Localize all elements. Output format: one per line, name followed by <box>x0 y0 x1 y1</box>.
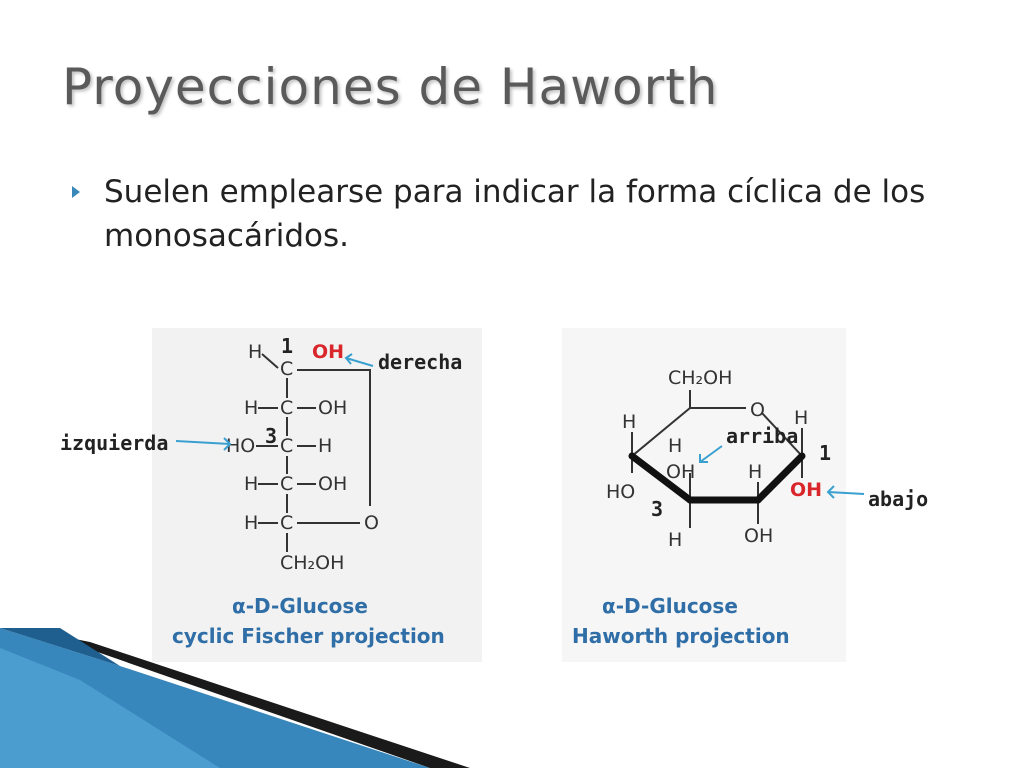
fischer-row1-right: OH <box>318 397 348 419</box>
fischer-caption-line2: cyclic Fischer projection <box>172 624 445 648</box>
haworth-caption-line1: α-D-Glucose <box>602 594 738 618</box>
fischer-c1: C <box>280 358 294 380</box>
fischer-figure <box>152 328 482 662</box>
fischer-caption-line1: α-D-Glucose <box>232 594 368 618</box>
haworth-h-c1: H <box>794 407 809 429</box>
fischer-diagram <box>152 328 482 662</box>
fischer-c3: C <box>280 435 294 457</box>
triangle-bullet-icon <box>72 186 80 198</box>
haworth-diagram <box>562 328 846 662</box>
decorative-swoosh <box>0 628 1024 768</box>
fischer-c4: C <box>280 473 294 495</box>
haworth-h-c4: H <box>668 435 683 457</box>
haworth-bold-bonds <box>632 456 802 500</box>
fischer-row2-left: HO <box>226 435 256 457</box>
label-arriba: arriba <box>726 424 799 448</box>
fischer-row1-left: H <box>244 397 259 419</box>
fischer-c5: C <box>280 512 294 534</box>
fischer-row4-left: H <box>244 512 259 534</box>
fischer-row3-right: OH <box>318 473 348 495</box>
fischer-carbon-3: 3 <box>265 424 278 448</box>
haworth-caption-line2: Haworth projection <box>572 624 790 648</box>
haworth-ring-o: O <box>750 399 765 421</box>
haworth-figure <box>562 328 846 662</box>
bullet-text: Suelen emplearse para indicar la forma cíclica de los monosacáridos. <box>104 174 926 254</box>
haworth-ho-c4: HO <box>606 481 636 503</box>
figure-panel <box>152 328 846 662</box>
label-derecha: derecha <box>378 350 463 374</box>
haworth-carbon-1: 1 <box>819 441 832 465</box>
fischer-bottom: CH₂OH <box>280 552 345 574</box>
label-izquierda: izquierda <box>60 431 169 455</box>
fischer-top-h: H <box>248 341 263 363</box>
fischer-carbon-1: 1 <box>281 334 294 358</box>
fischer-top-oh: OH <box>312 341 345 363</box>
fischer-row3-left: H <box>244 473 259 495</box>
haworth-oh-c1: OH <box>790 479 823 501</box>
fischer-ring-o: O <box>364 512 379 534</box>
haworth-h-c2: H <box>748 461 763 483</box>
haworth-carbon-3: 3 <box>651 497 664 521</box>
haworth-h-c3: H <box>668 529 683 551</box>
fischer-bonds <box>256 354 370 552</box>
fischer-c2: C <box>280 397 294 419</box>
fischer-row2-right: H <box>318 435 333 457</box>
haworth-ch2oh: CH₂OH <box>668 367 733 389</box>
slide-title: Proyecciones de Haworth <box>62 58 719 116</box>
haworth-oh-c2-up: OH <box>666 461 696 483</box>
haworth-oh-c3: OH <box>744 525 774 547</box>
panel-divider <box>482 328 562 662</box>
label-abajo: abajo <box>868 487 929 511</box>
haworth-h-c5: H <box>622 411 637 433</box>
